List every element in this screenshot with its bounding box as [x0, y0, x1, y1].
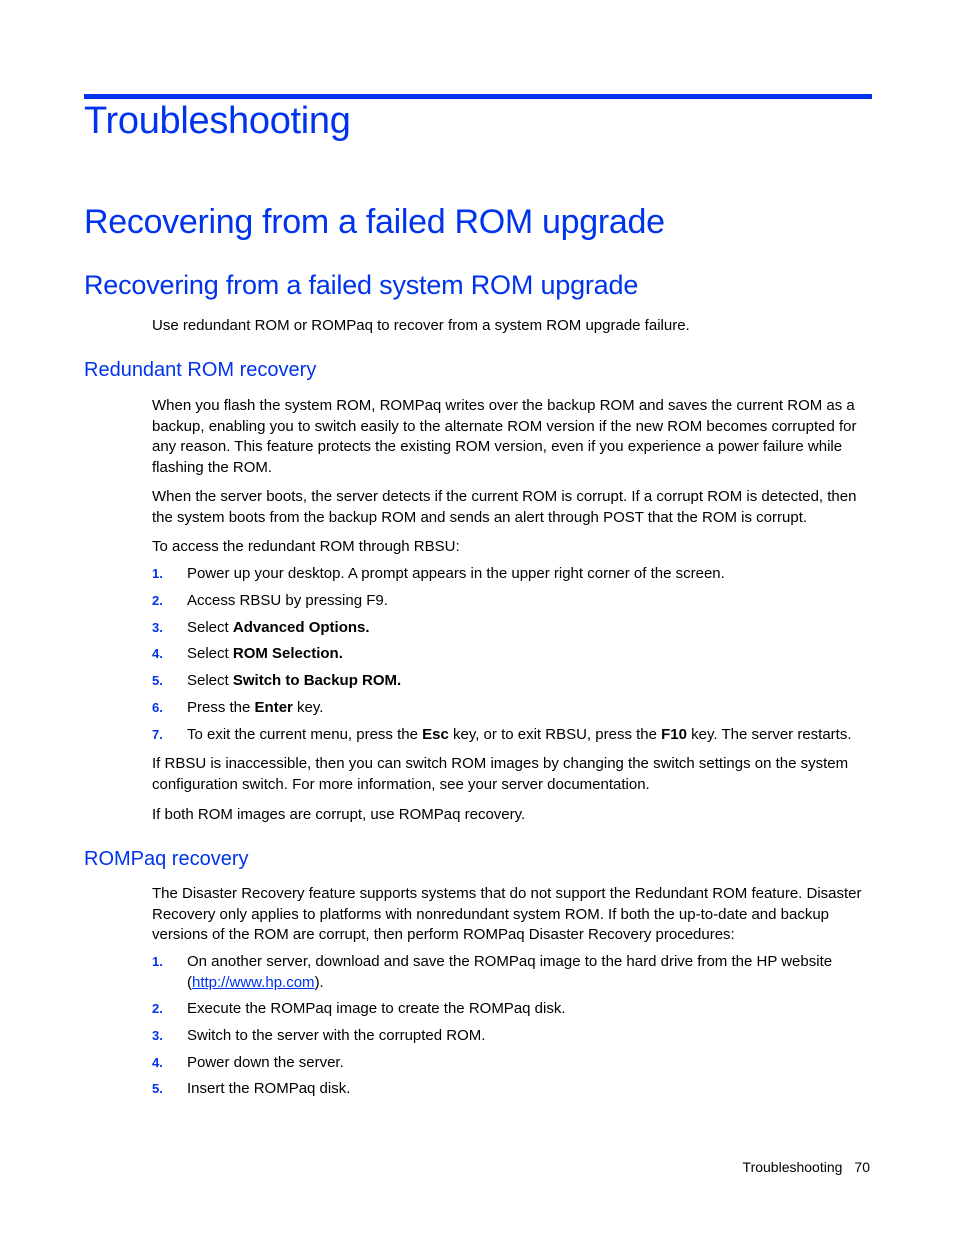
chapter-rule [84, 94, 872, 99]
subsection-title: Recovering from a failed system ROM upgrade [84, 270, 639, 300]
step-number: 5. [152, 1081, 163, 1096]
step-number: 5. [152, 673, 163, 688]
step-number: 2. [152, 593, 163, 608]
key-name: Esc [422, 726, 449, 743]
step-text: Insert the ROMPaq disk. [187, 1080, 351, 1097]
rompaq-heading: ROMPaq recovery [84, 848, 249, 870]
footer-label: Troubleshooting [742, 1159, 843, 1175]
redundant-heading: Redundant ROM recovery [84, 359, 317, 381]
step-number: 2. [152, 1001, 163, 1016]
rompaq-para1: The Disaster Recovery feature supports systems that do not support the Redundant ROM feature. Disaster Recovery only applies to platforms with nonredundant system ROM. If both the up-to-date and backup versions of the ROM are corrupt, then perform ROMPaq Disaster Recovery procedures: [152, 885, 862, 943]
step-text: Press the Enter key. [187, 699, 324, 716]
step-text: To exit the current menu, press the Esc key, or to exit RBSU, press the F10 key. The server restarts. [187, 726, 852, 743]
redundant-para2: When the server boots, the server detects if the current ROM is corrupt. If a corrupt ROM is detected, then the system boots from the backup ROM and sends an alert through POST that the ROM is corrupt. [152, 488, 857, 526]
key-name: F10 [661, 726, 687, 743]
subsection-intro: Use redundant ROM or ROMPaq to recover from a system ROM upgrade failure. [152, 317, 690, 334]
step-text: Power down the server. [187, 1054, 344, 1071]
step-number: 3. [152, 1028, 163, 1043]
step-text: Select Switch to Backup ROM. [187, 672, 402, 689]
step-number: 6. [152, 700, 163, 715]
step-text: Execute the ROMPaq image to create the ROMPaq disk. [187, 1000, 566, 1017]
step-number: 3. [152, 620, 163, 635]
ui-term: Advanced Options. [232, 619, 370, 636]
redundant-para3: To access the redundant ROM through RBSU: [152, 538, 460, 555]
step-number: 4. [152, 646, 163, 661]
redundant-para5: If both ROM images are corrupt, use ROMPaq recovery. [152, 806, 526, 823]
redundant-para4: If RBSU is inaccessible, then you can switch ROM images by changing the switch settings on the system configuration switch. For more information, see your server documentation. [152, 755, 849, 793]
step-text: Switch to the server with the corrupted ROM. [187, 1027, 486, 1044]
step-text: Access RBSU by pressing F9. [187, 592, 388, 609]
ui-term: ROM Selection. [232, 645, 343, 662]
step-text: Select ROM Selection. [187, 645, 343, 662]
step-number: 1. [152, 954, 163, 969]
step-number: 4. [152, 1055, 163, 1070]
key-name: Enter [254, 699, 293, 716]
chapter-title: Troubleshooting [84, 100, 351, 142]
step-number: 1. [152, 566, 163, 581]
step-text: Select Advanced Options. [187, 619, 370, 636]
section-title: Recovering from a failed ROM upgrade [84, 203, 665, 241]
step-text: Power up your desktop. A prompt appears in the upper right corner of the screen. [187, 565, 725, 582]
page-number: 70 [854, 1159, 870, 1175]
hp-website-link[interactable]: http://www.hp.com [192, 973, 315, 991]
step-text: On another server, download and save the ROMPaq image to the hard drive from the HP website (http://www.hp.com). [187, 953, 833, 991]
step-number: 7. [152, 727, 163, 742]
redundant-para1: When you flash the system ROM, ROMPaq writes over the backup ROM and saves the current ROM as a backup, enabling you to switch easily to the alternate ROM version if the new ROM becomes corrupted for any reason. This feature protects the existing ROM version, even if you experience a power failure while flashing the ROM. [152, 397, 857, 476]
page-footer [743, 1159, 870, 1175]
ui-term: Switch to Backup ROM. [232, 672, 402, 689]
